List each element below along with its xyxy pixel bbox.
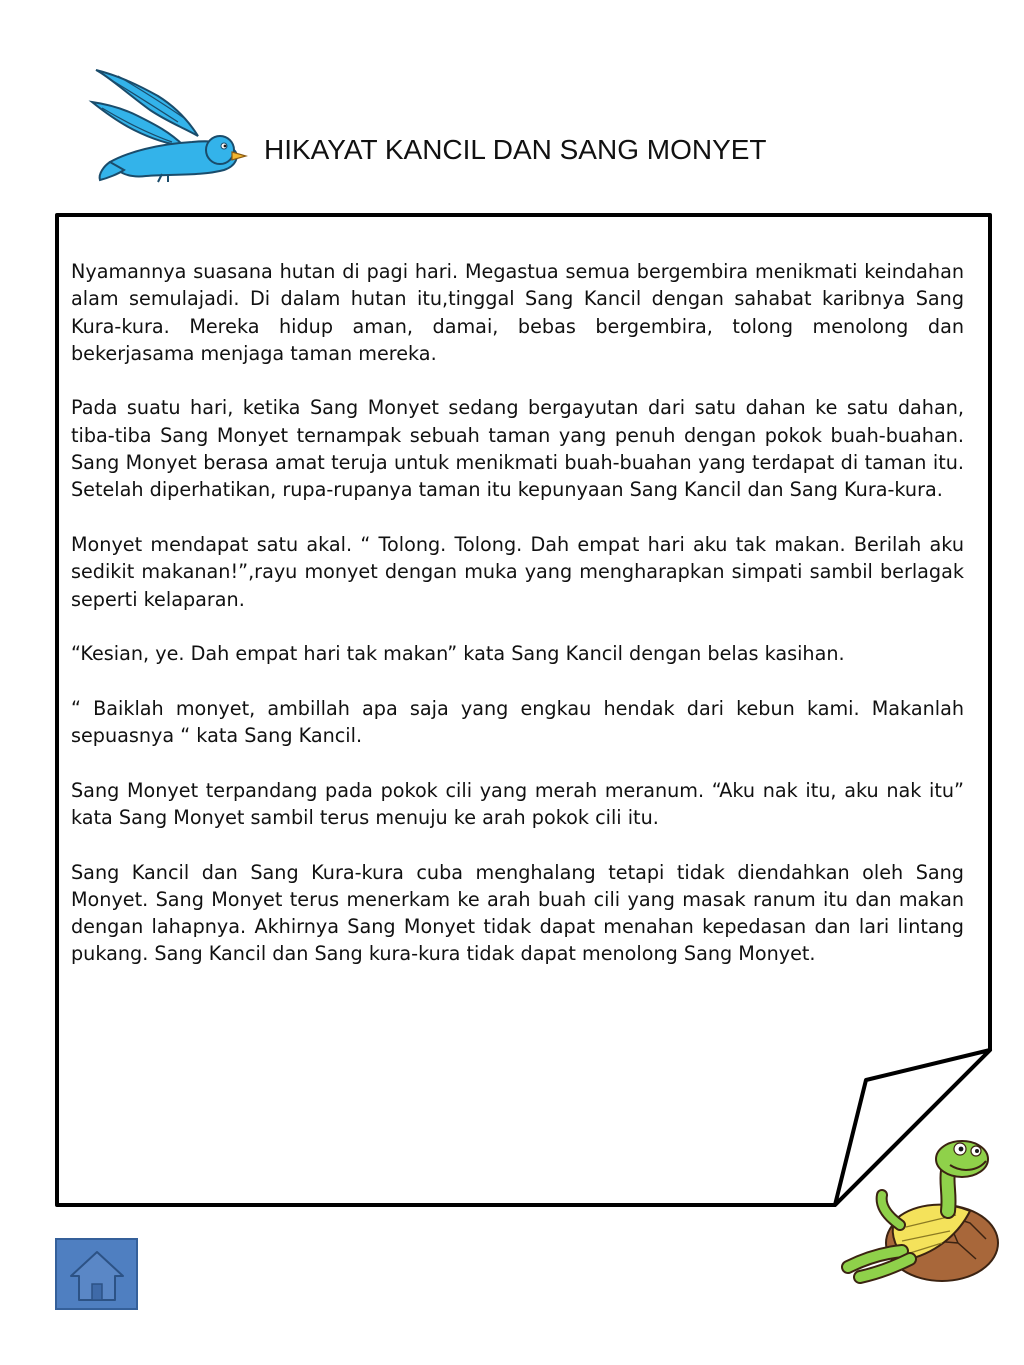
story-paragraph-4: “Kesian, ye. Dah empat hari tak makan” kata Sang Kancil dengan belas kasihan.: [71, 642, 845, 666]
story-text: [71, 258, 964, 995]
story-paragraph-7: Sang Kancil dan Sang Kura-kura cuba menghalang tetapi tidak diendahkan oleh Sang Monyet. Sang Monyet terus menerkam ke arah buah cili yang masak ranum itu dan makan dengan lahapnya. Akhirnya Sang Monyet tidak dapat menahan kepedasan dan lari lintang pukang. Sang Kancil dan Sang kura-kura tidak dapat menolong Sang Monyet.: [71, 860, 964, 966]
home-button[interactable]: [55, 1238, 138, 1310]
story-paragraph-2: Pada suatu hari, ketika Sang Monyet sedang bergayutan dari satu dahan ke satu dahan, tiba-tiba Sang Monyet ternampak sebuah taman yang penuh dengan pokok buah-buahan. Sang Monyet berasa amat teruja untuk menikmati buah-buahan yang terdapat di taman itu. Setelah diperhatikan, rupa-rupanya taman itu kepunyaan Sang Kancil dan Sang Kura-kura.: [71, 396, 964, 502]
story-paragraph-5: “ Baiklah monyet, ambillah apa saja yang engkau hendak dari kebun kami. Makanlah sepuasnya “ kata Sang Kancil.: [71, 696, 964, 748]
page-title: HIKAYAT KANCIL DAN SANG MONYET: [264, 134, 767, 165]
story-paragraph-1: Nyamannya suasana hutan di pagi hari. Megastua semua bergembira menikmati keindahan alam semulajadi. Di dalam hutan itu,tinggal Sang Kancil dengan sahabat karibnya Sang Kura-kura. Mereka hidup aman, damai, bebas bergembira, tolong menolong dan bekerjasama menjaga taman mereka.: [71, 260, 964, 365]
story-paragraph-3: Monyet mendapat satu akal. “ Tolong. Tolong. Dah empat hari aku tak makan. Berilah aku sedikit makanan!”,rayu monyet dengan muka yang mengharapkan simpati sambil berlagak seperti kelaparan.: [71, 532, 964, 611]
story-paragraph-6: Sang Monyet terpandang pada pokok cili yang merah meranum. “Aku nak itu, aku nak itu” kata Sang Monyet sambil terus menuju ke arah pokok cili itu.: [71, 778, 964, 829]
turtle-icon: [830, 1135, 1010, 1285]
home-icon: [57, 1240, 136, 1308]
